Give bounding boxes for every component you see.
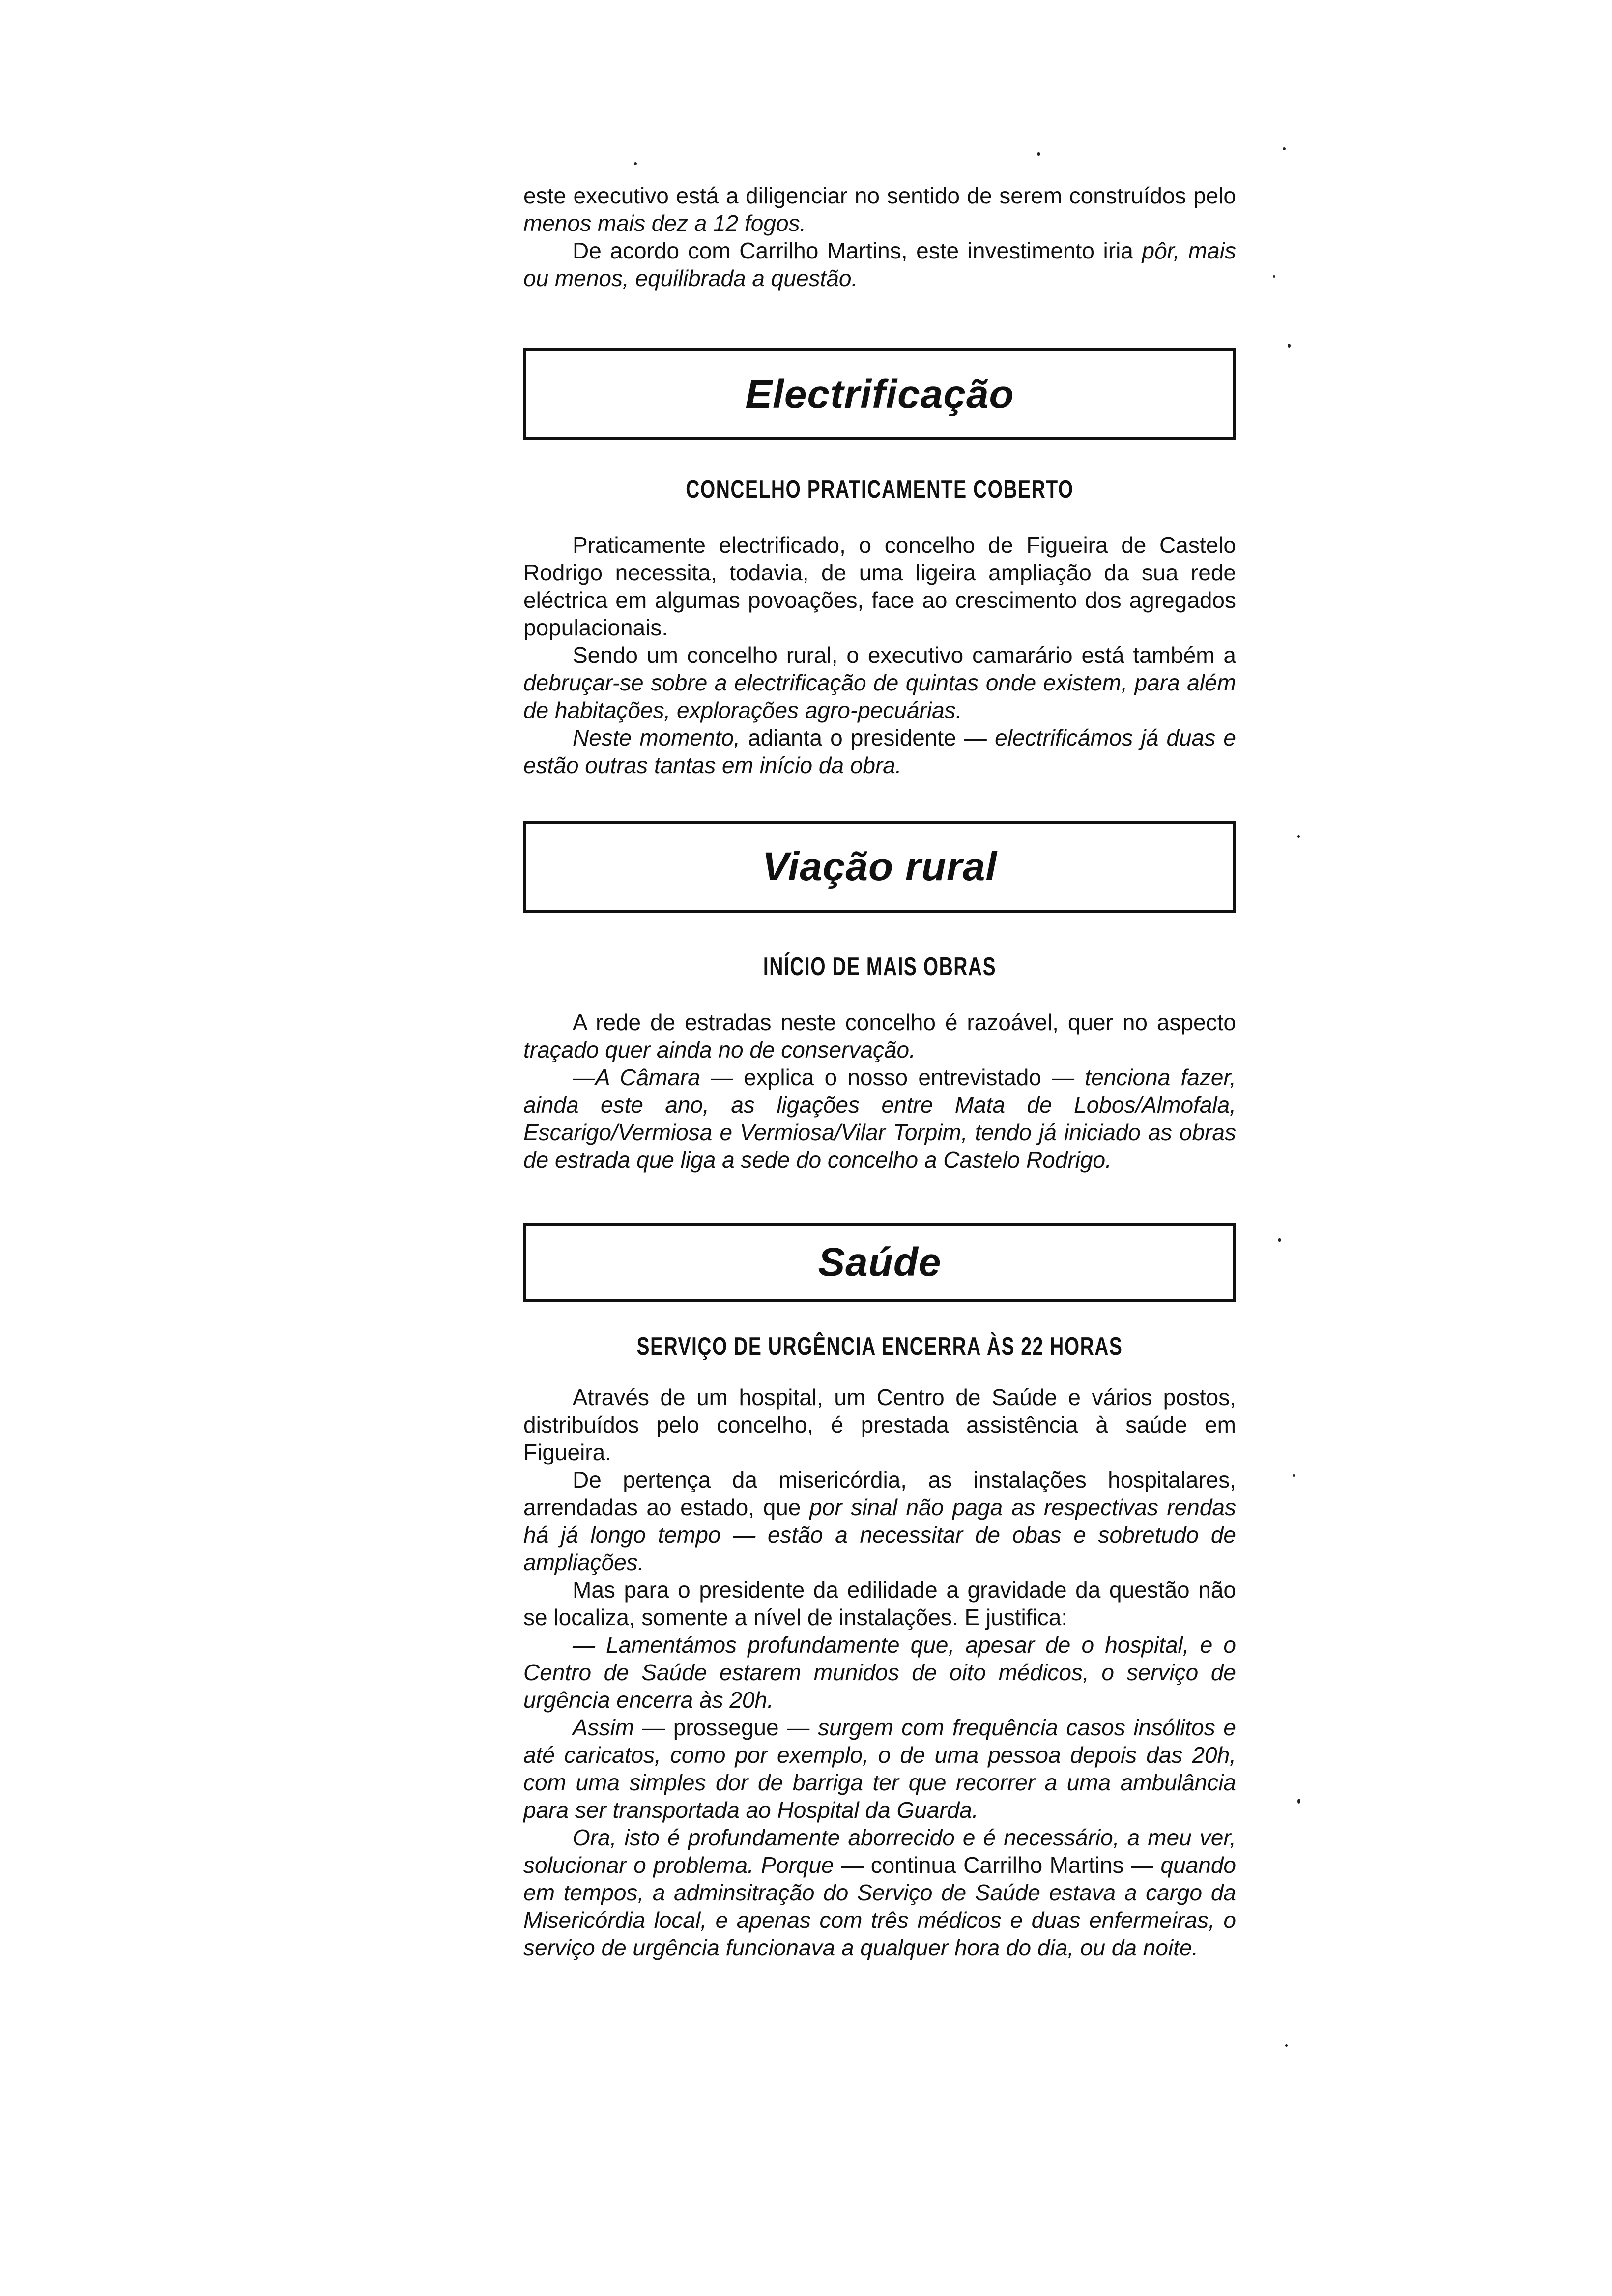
text-run-italic: menos mais dez a 12 fogos. [523,210,806,236]
text-run-italic: debruçar-se sobre a electrificação de quintas onde existem, para além de habitações, explorações agro-pecuárias. [523,670,1236,723]
text-run-italic: — Lamentámos profundamente que, apesar de o hospital, e o Centro de Saúde estarem munidos de oito médicos, o serviço de urgência encerra às 20h. [523,1632,1236,1713]
section-body-viacao-rural [523,1008,1236,1174]
body-paragraph [523,1383,1236,1466]
section-body-electrificacao [523,531,1236,779]
scan-speck [1293,1474,1295,1477]
scan-speck [1285,2044,1288,2047]
text-run-italic: Neste momento, [573,725,748,750]
body-paragraph [523,641,1236,724]
text-run: Sendo um concelho rural, o executivo camarário está também a [573,642,1236,668]
text-run-italic: tenciona fazer, ainda este ano, as ligações entre Mata de Lobos/Almofala, Escarigo/Vermiosa e Vermiosa/Vilar Torpim, tendo já iniciado as obras de estrada que liga a sede do concelho a Castelo Rodrigo. [523,1064,1236,1173]
intro-paragraph-2 [523,237,1236,292]
scan-speck [634,162,637,165]
article-column [523,182,1236,1961]
section-title: Viação rural [762,844,998,889]
scan-speck [1278,1238,1281,1242]
text-run: Através de um hospital, um Centro de Saúde e vários postos, distribuídos pelo concelho, é prestada assistência à saúde em Figueira. [523,1384,1236,1465]
body-paragraph [523,1063,1236,1174]
text-run-italic: por sinal não paga as respectivas rendas há já longo tempo — estão a necessitar de obas e sobretudo de ampliações. [523,1494,1236,1575]
section-subheading: INÍCIO DE MAIS OBRAS [763,952,997,981]
text-run-italic: quando em tempos, a adminsitração do Serviço de Saúde estava a cargo da Misericórdia local, e apenas com três médicos e duas enfermeiras, o serviço de urgência funcionava a qualquer hora do dia, ou da noite. [523,1852,1236,1960]
scan-speck [1288,344,1291,348]
scan-speck [1297,1799,1300,1804]
section-title: Electrificação [745,372,1014,417]
text-run: Mas para o presidente da edilidade a gravidade da questão não se localiza, somente a nível de instalações. E justifica: [523,1577,1236,1630]
section-subheading: CONCELHO PRATICAMENTE COBERTO [686,475,1074,504]
section-title-box-viacao-rural [523,821,1236,913]
text-run: De pertença da misericórdia, as instalações hospitalares, arrendadas ao estado, que [523,1467,1236,1520]
text-run-italic: Ora, isto é profundamente aborrecido e é necessário, a meu ver, solucionar o problema. Porque [523,1825,1236,1878]
section-title-box-saude [523,1223,1236,1302]
scan-speck [1283,147,1286,150]
intro-paragraph-1 [523,182,1236,237]
text-run-italic: surgem com frequência casos insólitos e até caricatos, como por exemplo, o de uma pessoa depois das 20h, com uma simples dor de barriga ter que recorrer a uma ambulância para ser transportada ao Hospital da Guarda. [523,1715,1236,1823]
section-subheading: SERVIÇO DE URGÊNCIA ENCERRA ÀS 22 HORAS [636,1332,1123,1361]
text-run: adianta o presidente — [748,725,995,750]
text-run: — prossegue — [642,1715,818,1740]
scan-speck [1297,835,1300,838]
text-run: este executivo está a diligenciar no sentido de serem construídos pelo [523,183,1236,208]
text-run: explica o nosso entrevistado — [744,1064,1085,1090]
text-run: A rede de estradas neste concelho é razoável, quer no aspecto [573,1009,1236,1035]
text-run-italic: traçado quer ainda no de conservação. [523,1037,916,1062]
text-run-italic: Assim [573,1715,642,1740]
text-run: Praticamente electrificado, o concelho de Figueira de Castelo Rodrigo necessita, todavia, de uma ligeira ampliação da sua rede eléctrica em algumas povoações, face ao crescimento dos agregados populacionais. [523,532,1236,640]
section-title-box-electrificacao [523,348,1236,440]
body-paragraph [523,1631,1236,1714]
body-paragraph [523,1824,1236,1961]
body-paragraph [523,1576,1236,1631]
body-paragraph [523,724,1236,779]
text-run-italic: electrificámos já duas e estão outras tantas em início da obra. [523,725,1236,778]
scan-speck [1273,275,1275,278]
text-run-italic: pôr, mais ou menos, equilibrada a questão. [523,238,1236,291]
text-run: — continua Carrilho Martins — [841,1852,1161,1878]
section-body-saude [523,1383,1236,1961]
body-paragraph [523,1466,1236,1576]
body-paragraph [523,1714,1236,1824]
text-run: De acordo com Carrilho Martins, este investimento iria [573,238,1142,263]
intro-block [523,182,1236,292]
body-paragraph [523,1008,1236,1063]
body-paragraph [523,531,1236,641]
text-run-italic: —A Câmara — [573,1064,744,1090]
section-title: Saúde [818,1240,942,1285]
scan-speck [1037,152,1040,156]
